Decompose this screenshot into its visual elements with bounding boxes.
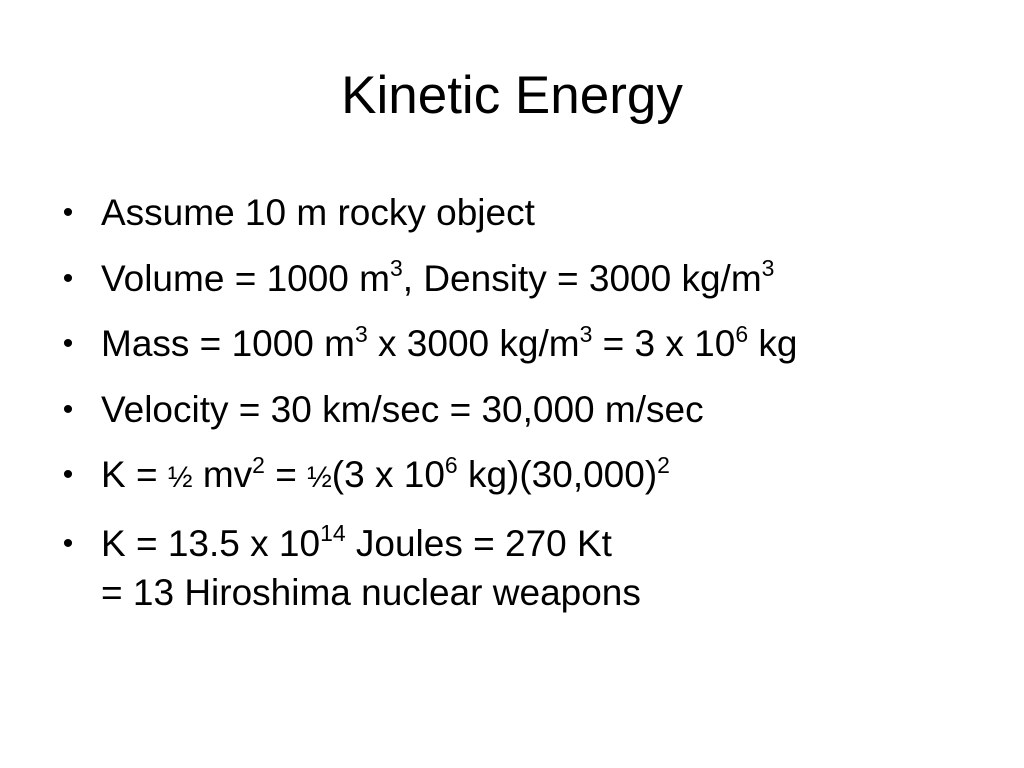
superscript: 3 xyxy=(761,255,775,282)
slide-title: Kinetic Energy xyxy=(341,66,683,125)
superscript: 6 xyxy=(444,451,458,478)
superscript: 3 xyxy=(354,320,368,347)
text-segment: (3 x 10 xyxy=(331,454,445,495)
text-segment: mv xyxy=(192,454,253,495)
bullet-text xyxy=(101,254,996,303)
text-segment: x 3000 kg/m xyxy=(367,323,580,364)
text-segment: K = 13.5 x 10 xyxy=(101,522,321,564)
superscript: 2 xyxy=(657,451,670,478)
bullet-item xyxy=(56,385,996,434)
bullet-item xyxy=(56,519,996,617)
bullet-item xyxy=(56,188,996,237)
bullet-text xyxy=(101,188,996,237)
superscript: 6 xyxy=(735,320,749,347)
bullet-text xyxy=(101,519,996,568)
bullet-item xyxy=(56,319,996,368)
bullet-list xyxy=(56,188,996,633)
text-segment: kg)(30,000) xyxy=(457,454,658,495)
bullet-dot-icon: • xyxy=(62,526,74,560)
text-segment: Volume = 1000 m xyxy=(101,257,390,299)
superscript: 14 xyxy=(320,520,346,547)
text-segment: kg xyxy=(748,323,798,364)
text-segment: , Density = 3000 kg/m xyxy=(402,257,762,299)
bullet-continuation: = 13 Hiroshima nuclear weapons xyxy=(101,571,641,613)
text-segment: Velocity = 30 km/sec = 30,000 m/sec xyxy=(101,388,704,430)
fraction: ½ xyxy=(167,461,193,494)
bullet-text xyxy=(101,319,996,368)
fraction: ½ xyxy=(307,461,332,494)
text-segment: K = xyxy=(101,454,168,495)
bullet-item xyxy=(56,254,996,303)
bullet-text xyxy=(101,450,996,502)
bullet-dot-icon: • xyxy=(62,196,74,229)
superscript: 3 xyxy=(390,255,403,282)
text-segment: Assume 10 m rocky object xyxy=(101,192,535,233)
bullet-dot-icon: • xyxy=(62,261,74,295)
bullet-item xyxy=(56,450,996,502)
bullet-dot-icon: • xyxy=(62,458,74,491)
text-segment: = 3 x 10 xyxy=(592,323,736,364)
text-segment: = xyxy=(264,454,308,495)
text-segment: Joules = 270 Kt xyxy=(345,522,612,564)
bullet-text xyxy=(101,385,996,434)
bullet-dot-icon: • xyxy=(62,327,74,360)
superscript: 2 xyxy=(252,451,265,478)
superscript: 3 xyxy=(579,320,593,347)
bullet-dot-icon: • xyxy=(62,392,74,426)
text-segment: Mass = 1000 m xyxy=(101,323,355,364)
